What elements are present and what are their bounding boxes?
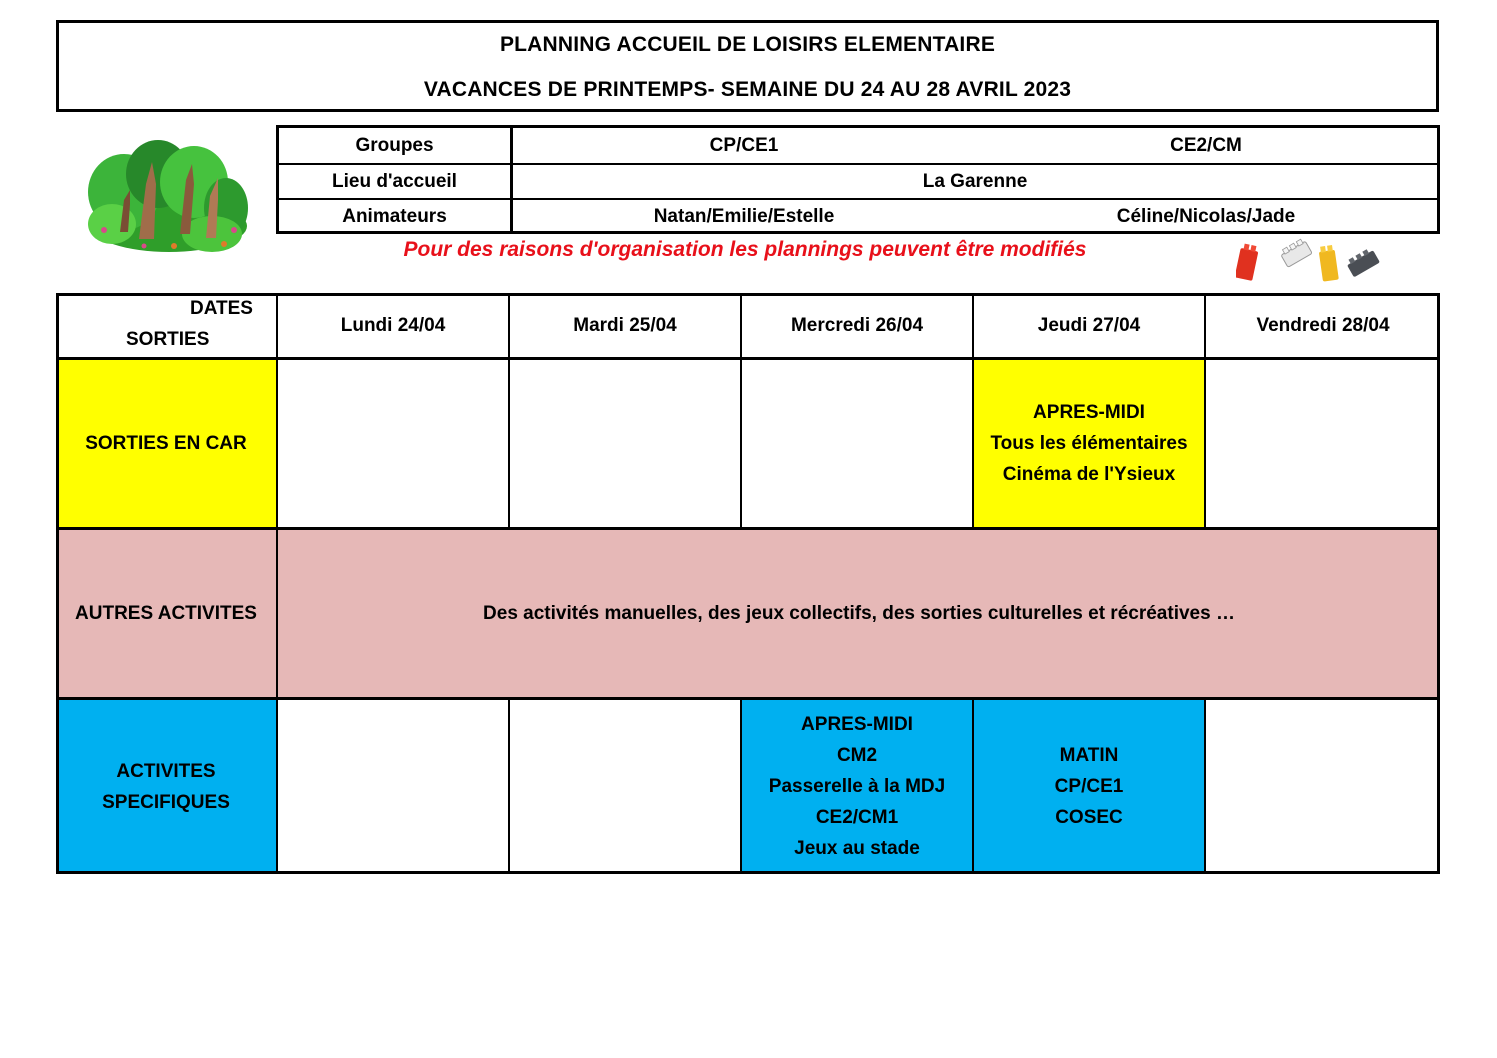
groups-label: Groupes bbox=[355, 134, 434, 156]
corner-dates: DATES bbox=[190, 298, 253, 319]
day-header: Mardi 25/04 bbox=[510, 293, 742, 359]
empty-cell bbox=[510, 699, 742, 874]
empty-cell bbox=[278, 699, 510, 874]
corner-cell bbox=[56, 293, 278, 359]
row-label-autres: AUTRES ACTIVITES bbox=[56, 529, 278, 699]
schedule-table bbox=[56, 293, 1440, 874]
staff-label: Animateurs bbox=[342, 205, 447, 227]
info-table bbox=[276, 125, 1440, 234]
activity-line: CE2/CM1 bbox=[815, 807, 899, 828]
activity-line: CP/CE1 bbox=[1054, 776, 1124, 797]
header-divider bbox=[56, 357, 1440, 360]
day-header: Lundi 24/04 bbox=[278, 293, 510, 359]
notice-text: Pour des raisons d'organisation les plannings peuvent être modifiés bbox=[403, 238, 1087, 261]
staff-group-1: Natan/Emilie/Estelle bbox=[653, 205, 835, 227]
lego-bricks-icon bbox=[1236, 238, 1384, 282]
page-subtitle: VACANCES DE PRINTEMPS- SEMAINE DU 24 AU 28 AVRIL 2023 bbox=[423, 78, 1072, 101]
group-2: CE2/CM bbox=[1170, 134, 1242, 156]
place-value: La Garenne bbox=[922, 170, 1028, 192]
day-header: Jeudi 27/04 bbox=[974, 293, 1206, 359]
groups-row bbox=[279, 128, 1437, 163]
outing-time: APRES-MIDI bbox=[1033, 401, 1145, 423]
title-box bbox=[56, 20, 1439, 112]
thursday-activity-cell bbox=[974, 699, 1206, 874]
empty-cell bbox=[1206, 359, 1440, 529]
place-label: Lieu d'accueil bbox=[332, 170, 457, 192]
empty-cell bbox=[742, 359, 974, 529]
row-label-line1: ACTIVITES bbox=[116, 760, 216, 782]
empty-cell bbox=[510, 359, 742, 529]
outing-group: Tous les élémentaires bbox=[990, 432, 1188, 454]
activity-line: COSEC bbox=[1055, 807, 1123, 828]
group-1: CP/CE1 bbox=[709, 134, 779, 156]
empty-cell bbox=[1206, 699, 1440, 874]
activity-line: MATIN bbox=[1059, 745, 1119, 766]
page-title: PLANNING ACCUEIL DE LOISIRS ELEMENTAIRE bbox=[499, 33, 996, 56]
activity-line: CM2 bbox=[836, 745, 878, 766]
thursday-outing-cell bbox=[974, 359, 1206, 529]
empty-cell bbox=[278, 359, 510, 529]
staff-group-2: Céline/Nicolas/Jade bbox=[1116, 205, 1296, 227]
row-divider bbox=[56, 697, 1440, 700]
row-label-specifiques bbox=[56, 699, 278, 874]
row-label-sorties: SORTIES EN CAR bbox=[56, 359, 278, 529]
activity-line: Jeux au stade bbox=[794, 838, 920, 859]
row-label-line2: SPECIFIQUES bbox=[102, 791, 230, 813]
info-divider bbox=[510, 128, 513, 231]
day-header: Mercredi 26/04 bbox=[742, 293, 974, 359]
place-row bbox=[279, 163, 1437, 198]
wednesday-activity-cell bbox=[742, 699, 974, 874]
staff-row bbox=[279, 198, 1437, 233]
corner-sorties: SORTIES bbox=[126, 329, 210, 350]
other-activities-text: Des activités manuelles, des jeux collectifs, des sorties culturelles et récréatives … bbox=[278, 529, 1440, 699]
day-header: Vendredi 28/04 bbox=[1206, 293, 1440, 359]
activity-line: APRES-MIDI bbox=[801, 714, 913, 735]
outing-place: Cinéma de l'Ysieux bbox=[1002, 463, 1176, 485]
activity-line: Passerelle à la MDJ bbox=[768, 776, 946, 797]
row-divider bbox=[56, 527, 1440, 530]
